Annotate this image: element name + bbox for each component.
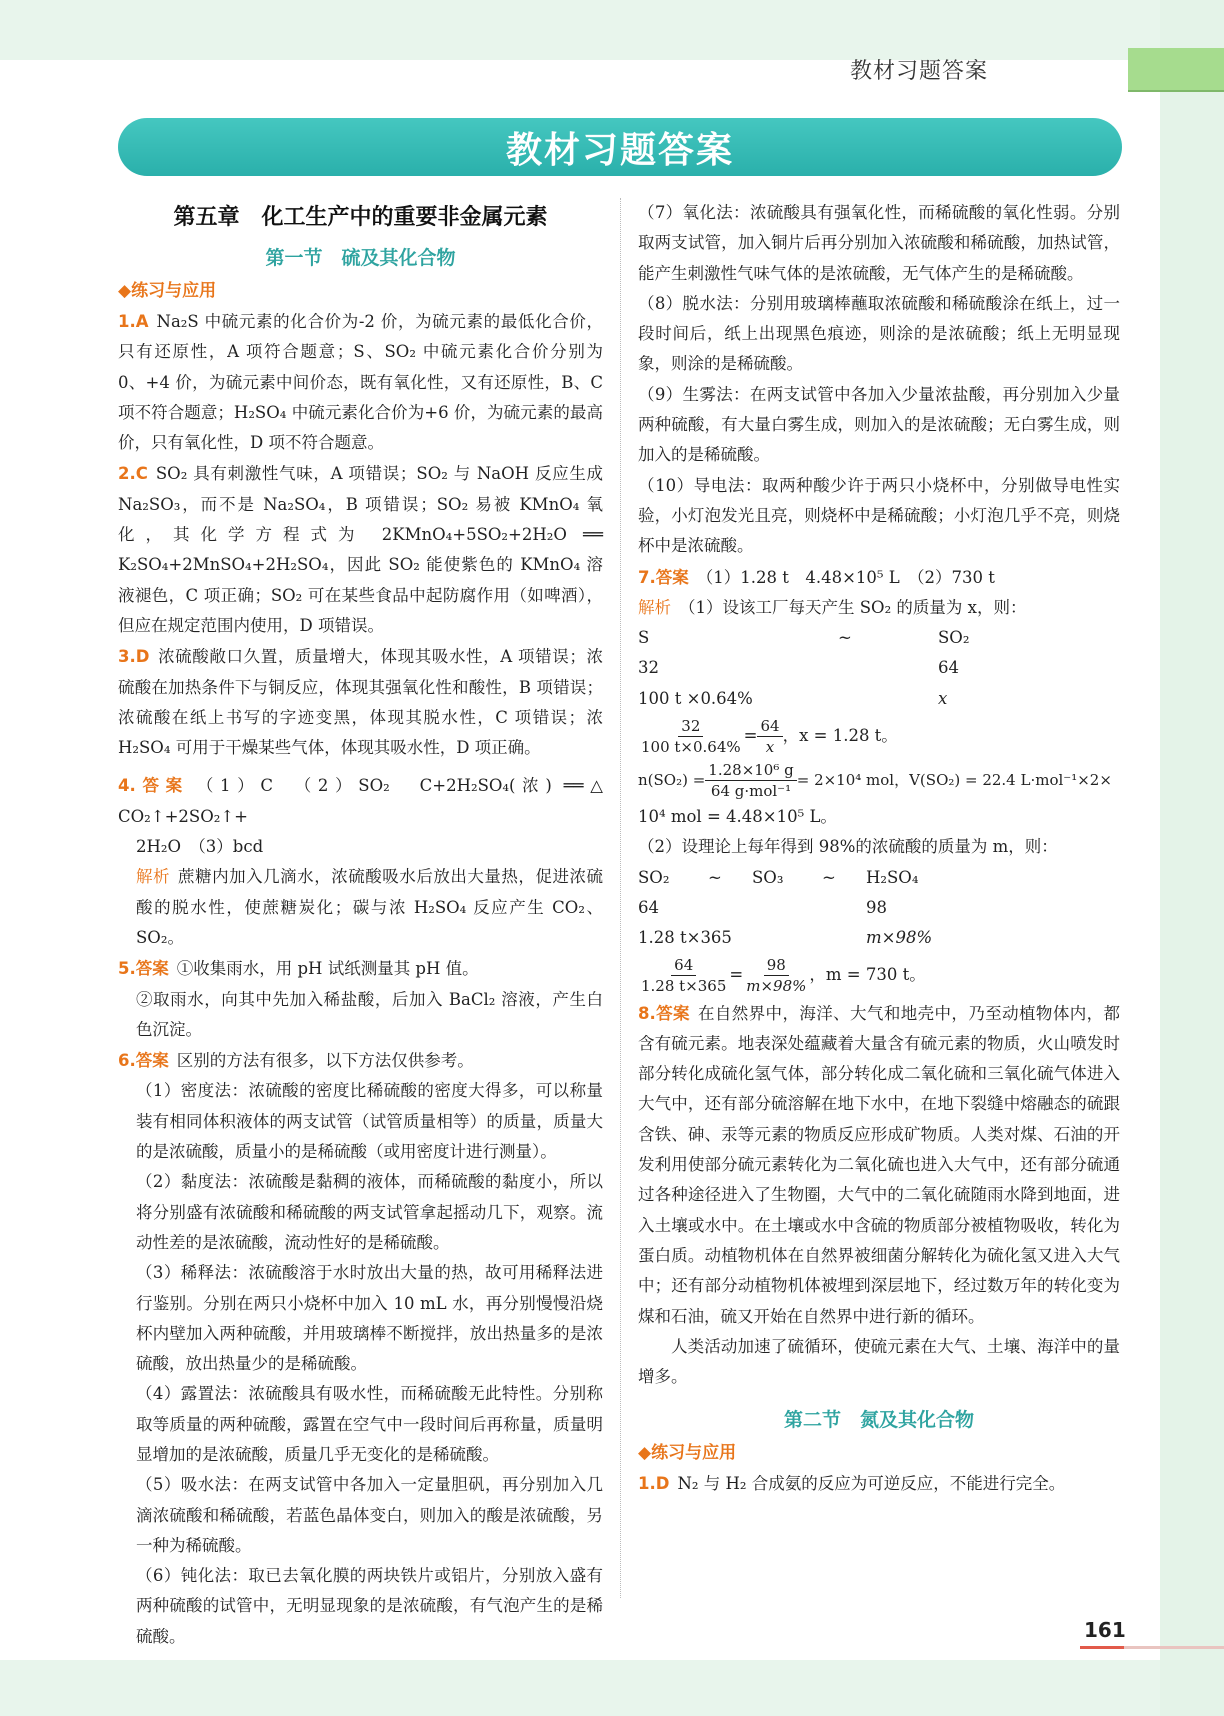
left-column	[118, 198, 603, 1652]
equals-sign: =	[729, 965, 744, 985]
answer-line: （1）C （2）SO₂ C+2H₂SO₄(浓) ══△ CO₂↑+2SO₂↑+	[118, 776, 603, 826]
question-number: 2.C	[118, 464, 148, 484]
question-6	[118, 1046, 603, 1076]
result-text: ，x = 1.28 t。	[782, 725, 898, 745]
fraction-equation	[638, 954, 1120, 998]
question-number: 3.D	[118, 647, 150, 667]
right-margin-band	[1160, 0, 1224, 1716]
method-item: （4）露置法：浓硫酸具有吸水性，而稀硫酸无此特性。分别称取等质量的两种硫酸，露置在空气中一段时间后再称量，质量明显增加的是浓硫酸，质量几乎无变化的是稀硫酸。	[136, 1384, 603, 1464]
question-text: 浓硫酸敞口久置，质量增大，体现其吸水性，A 项错误；浓硫酸在加热条件下与铜反应，体现其强氧化性和酸性，B 项错误；浓硫酸在纸上书写的字迹变黑，体现其脱水性，C 项错误；浓 H₂SO₄ 可用于干燥某些气体，体现其吸水性，D 项正确。	[118, 647, 603, 758]
numerator: 64	[671, 955, 696, 976]
calc-row	[638, 923, 1120, 953]
calc-cell: 98	[866, 897, 887, 917]
section2-question-1	[638, 1469, 1120, 1499]
question-2	[118, 459, 603, 641]
fraction	[638, 955, 729, 996]
banner-title: 教材习题答案	[505, 129, 734, 171]
denominator: 1.28 t×365	[641, 977, 727, 996]
calc-row	[638, 684, 1120, 714]
method-item: （6）钝化法：取已去氧化膜的两块铁片或铝片，分别放入盛有两种硫酸的试管中，无明显现象的是浓硫酸，有气泡产生的是稀硫酸。	[136, 1566, 603, 1646]
calc-cell: H₂SO₄	[866, 867, 919, 887]
section-title: 第一节 硫及其化合物	[265, 247, 456, 269]
calc-cell: m×98%	[866, 928, 933, 948]
answer-text: （1）1.28 t 4.48×10⁵ L （2）730 t	[696, 567, 995, 587]
section-title: 第二节 氮及其化合物	[783, 1409, 974, 1432]
page-number: 161	[1084, 1618, 1126, 1642]
method-item: （9）生雾法：在两支试管中各加入少量浓盐酸，再分别加入少量两种硫酸，有大量白雾生成，则加入的是浓硫酸；无白雾生成，则加入的是稀硫酸。	[638, 384, 1120, 465]
calc-row	[638, 893, 1120, 923]
denominator: 64 g·mol⁻¹	[710, 781, 792, 800]
title-banner	[118, 118, 1122, 176]
fraction	[638, 716, 744, 757]
question-number: 1.D	[638, 1474, 670, 1494]
calc-cell: 1.28 t×365	[638, 928, 732, 948]
method-item: （1）密度法：浓硫酸的密度比稀硫酸的密度大得多，可以称量装有相同体积液体的两支试管（试管质量相等）的质量，质量大的是浓硫酸，质量小的是稀硫酸（或用密度计进行测量）。	[136, 1081, 603, 1162]
running-header: 教材习题答案	[849, 59, 988, 84]
answer-text-2: 人类活动加速了硫循环，使硫元素在大气、土壤、海洋中的量增多。	[638, 1336, 1120, 1387]
question-3	[118, 642, 603, 763]
subhead-practice: ◆练习与应用	[638, 1443, 737, 1464]
result-text: ，m = 730 t。	[809, 965, 926, 985]
fraction	[705, 760, 796, 801]
answer-text-b: ②取雨水，向其中先加入稀盐酸，后加入 BaCl₂ 溶液，产生白色沉淀。	[136, 989, 603, 1039]
calc-cell	[838, 653, 938, 683]
calc-row	[638, 653, 1120, 683]
method-item: （7）氧化法：浓硫酸具有强氧化性，而稀硫酸的氧化性弱。分别取两支试管，加入铜片后再分别加入浓硫酸和稀硫酸，加热试管，能产生刺激性气味气体的是浓硫酸，无气体产生的是稀硫酸。	[638, 203, 1120, 283]
mole-equation	[638, 758, 1120, 802]
question-5	[118, 954, 603, 984]
page-number-underline-light	[1124, 1646, 1224, 1649]
method-item: （10）导电法：取两种酸少许于两只小烧杯中，分别做导电性实验，小灯泡发光且亮，则烧杯中是稀硫酸；小灯泡几乎不亮，则烧杯中是浓硫酸。	[638, 475, 1120, 556]
question-1	[118, 307, 603, 458]
subhead-practice: ◆练习与应用	[118, 281, 217, 301]
method-item: （8）脱水法：分别用玻璃棒蘸取浓硫酸和稀硫酸涂在纸上，过一段时间后，纸上出现黑色痕迹，则涂的是浓硫酸；纸上无明显现象，则涂的是稀硫酸。	[638, 293, 1120, 374]
analysis-text: （1）设该工厂每天产生 SO₂ 的质量为 x，则：	[679, 597, 1027, 617]
analysis-tag: 解析	[136, 867, 171, 887]
calc-row	[638, 623, 1120, 653]
calc-cell	[838, 684, 938, 714]
calc-cell: ~	[838, 628, 852, 648]
question-text: Na₂S 中硫元素的化合价为-2 价，为硫元素的最低化合价，只有还原性，A 项符合题意；S、SO₂ 中硫元素化合价分别为 0、+4 价，为硫元素中间价态，既有氧化性，又有还原性，B、C 项不符合题意；H₂SO₄ 中硫元素化合价为+6 价，为硫元素的最高价，只有氧化性，D 项不符合题意。	[118, 312, 603, 453]
calc-cell: 32	[638, 658, 659, 678]
method-item: （3）稀释法：浓硫酸溶于水时放出大量的热，故可用稀释法进行鉴别。分别在两只小烧杯中加入 10 mL 水，再分别慢慢沿烧杯内壁加入两种硫酸，并用玻璃棒不断搅拌，放出热量多的是浓硫酸，放出热量少的是稀硫酸。	[136, 1263, 603, 1374]
question-text: SO₂ 具有刺激性气味，A 项错误；SO₂ 与 NaOH 反应生成 Na₂SO₃，而不是 Na₂SO₄，B 项错误；SO₂ 易被 KMnO₄ 氧化，其化学方程式为 2KMnO₄+5SO₂+2H₂O ══ K₂SO₄+2MnSO₄+2H₂SO₄，因此 SO₂ 能使紫色的 KMnO₄ 溶液褪色，C 项正确；SO₂ 可在某些食品中起防腐作用（如啤酒），但应在规定范围内使用，D 项错误。	[118, 464, 603, 635]
fraction	[743, 955, 809, 996]
equation-rest: = 2×10⁴ mol，V(SO₂) = 22.4 L·mol⁻¹×2×	[796, 770, 1112, 789]
analysis-part2: （2）设理论上每年得到 98%的浓硫酸的质量为 m，则：	[638, 837, 1058, 857]
analysis-7	[638, 593, 1120, 623]
calc-cell: 100 t ×0.64%	[638, 688, 753, 708]
numerator: 64	[757, 716, 782, 737]
method-item: （2）黏度法：浓硫酸是黏稠的液体，而稀硫酸的黏度小，所以将分别盛有浓硫酸和稀硫酸的两支试管拿起摇动几下，观察。流动性差的是浓硫酸，流动性好的是稀硫酸。	[136, 1172, 603, 1252]
fraction	[757, 716, 782, 757]
analysis-text: 蔗糖内加入几滴水，浓硫酸吸水后放出大量热，促进浓硫酸的脱水性，使蔗糖炭化；碳与浓 H₂SO₄ 反应产生 CO₂、SO₂。	[136, 867, 604, 947]
analysis-tag: 解析	[638, 597, 671, 617]
calc-cell: S	[638, 628, 650, 648]
calc-cell: 64	[638, 897, 659, 917]
answer-line-cont: 2H₂O （3）bcd	[136, 837, 264, 857]
header-tab	[1128, 48, 1224, 90]
calc-cell: SO₂	[938, 628, 970, 648]
denominator: 100 t×0.64%	[641, 737, 741, 756]
analysis-4	[118, 862, 603, 953]
answer-text: ①收集雨水，用 pH 试纸测量其 pH 值。	[176, 959, 479, 979]
numerator: 1.28×10⁶ g	[705, 760, 796, 781]
chapter-title: 第五章 化工生产中的重要非金属元素	[173, 205, 548, 230]
right-column	[638, 198, 1120, 1500]
fraction-equation	[638, 714, 1120, 758]
question-4	[118, 771, 603, 832]
equation-cont: 10⁴ mol = 4.48×10⁵ L。	[638, 807, 837, 827]
answer-intro: 区别的方法有很多，以下方法仅供参考。	[176, 1051, 474, 1071]
question-number: 7.答案	[638, 567, 689, 587]
question-number: 4.答案	[118, 776, 189, 796]
denominator: m×98%	[746, 977, 807, 996]
top-band	[0, 0, 1224, 60]
numerator: 98	[764, 955, 789, 976]
question-number: 5.答案	[118, 959, 169, 979]
question-8	[638, 999, 1120, 1332]
calc-row	[638, 863, 1120, 893]
equals-sign: =	[743, 725, 758, 745]
method-item: （5）吸水法：在两支试管中各加入一定量胆矾，再分别加入几滴浓硫酸和稀硫酸，若蓝色晶体变白，则加入的酸是浓硫酸，另一种为稀硫酸。	[136, 1475, 603, 1555]
calc-cell: SO₂	[638, 867, 670, 887]
header-line	[1128, 90, 1224, 92]
calc-cell: 64	[938, 658, 959, 678]
calc-cell: ~	[822, 867, 836, 887]
denominator: x	[765, 737, 775, 756]
numerator: 32	[678, 716, 703, 737]
answer-text: 在自然界中，海洋、大气和地壳中，乃至动植物体内，都含有硫元素。地表深处蕴藏着大量含有硫元素的物质，火山喷发时部分转化成硫化氢气体，部分转化成二氧化硫和三氧化硫气体进入大气中，还有部分硫溶解在地下水中，在地下裂缝中熔融态的硫跟含铁、砷、汞等元素的物质反应形成矿物质。人类对煤、石油的开发利用使部分硫元素转化为二氧化硫也进入大气中，还有部分硫通过各种途径进入了生物圈，大气中的二氧化硫随雨水降到地面，进入土壤或水中。在土壤或水中含硫的物质部分被植物吸收，转化为蛋白质。动植物机体在自然界被细菌分解转化为硫化氢又进入大气中；还有部分动植物机体被埋到深层地下，经过数万年的转化变为煤和石油，硫又开始在自然界中进行新的循环。	[638, 1003, 1121, 1326]
calc-cell: SO₃	[752, 867, 784, 887]
question-text: N₂ 与 H₂ 合成氨的反应为可逆反应，不能进行完全。	[677, 1474, 1066, 1494]
question-number: 6.答案	[118, 1051, 169, 1071]
question-number: 8.答案	[638, 1003, 690, 1023]
equation-lhs: n(SO₂) =	[638, 770, 706, 789]
column-divider	[620, 198, 621, 1598]
question-7	[638, 563, 1120, 593]
calc-cell: x	[938, 688, 948, 708]
calc-cell: ~	[708, 867, 722, 887]
question-number: 1.A	[118, 312, 149, 331]
